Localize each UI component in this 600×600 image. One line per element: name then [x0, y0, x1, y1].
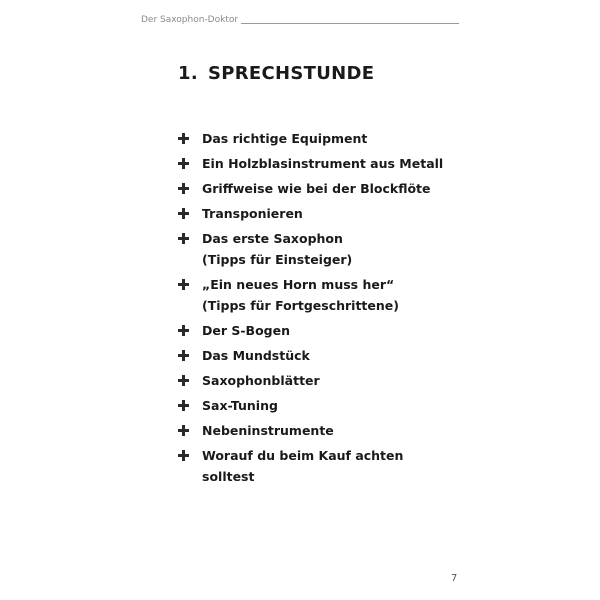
- running-title: Der Saxophon-Doktor: [141, 15, 239, 25]
- plus-icon: [178, 325, 189, 336]
- toc-item: Worauf du beim Kauf achten solltest: [178, 445, 443, 487]
- chapter-number: 1.: [178, 63, 198, 84]
- plus-icon: [178, 350, 189, 361]
- plus-icon: [178, 450, 189, 461]
- toc-item: „Ein neues Horn muss her“ (Tipps für Fortgeschrittene): [178, 274, 443, 316]
- plus-icon: [178, 279, 189, 290]
- plus-icon: [178, 158, 189, 169]
- plus-icon: [178, 208, 189, 219]
- header-rule: [241, 23, 459, 24]
- chapter-title-text: SPRECHSTUNDE: [207, 63, 375, 84]
- plus-icon: [178, 183, 189, 194]
- toc-item: Nebeninstrumente: [178, 420, 443, 441]
- toc-item: Ein Holzblasinstrument aus Metall: [178, 153, 443, 174]
- toc-item: Griffweise wie bei der Blockflöte: [178, 178, 443, 199]
- plus-icon: [178, 233, 189, 244]
- toc-item: Der S-Bogen: [178, 320, 443, 341]
- plus-icon: [178, 133, 189, 144]
- toc-item: Das Mundstück: [178, 345, 443, 366]
- plus-icon: [178, 375, 189, 386]
- toc-item: Transponieren: [178, 203, 443, 224]
- plus-icon: [178, 425, 189, 436]
- toc-item: Das erste Saxophon (Tipps für Einsteiger): [178, 228, 443, 270]
- plus-icon: [178, 400, 189, 411]
- toc-item: Sax-Tuning: [178, 395, 443, 416]
- toc-item: Saxophonblätter: [178, 370, 443, 391]
- running-header: [141, 15, 459, 25]
- chapter-title: [178, 63, 374, 84]
- toc-list: [178, 128, 443, 491]
- toc-item: Das richtige Equipment: [178, 128, 443, 149]
- page-number: 7: [451, 573, 458, 584]
